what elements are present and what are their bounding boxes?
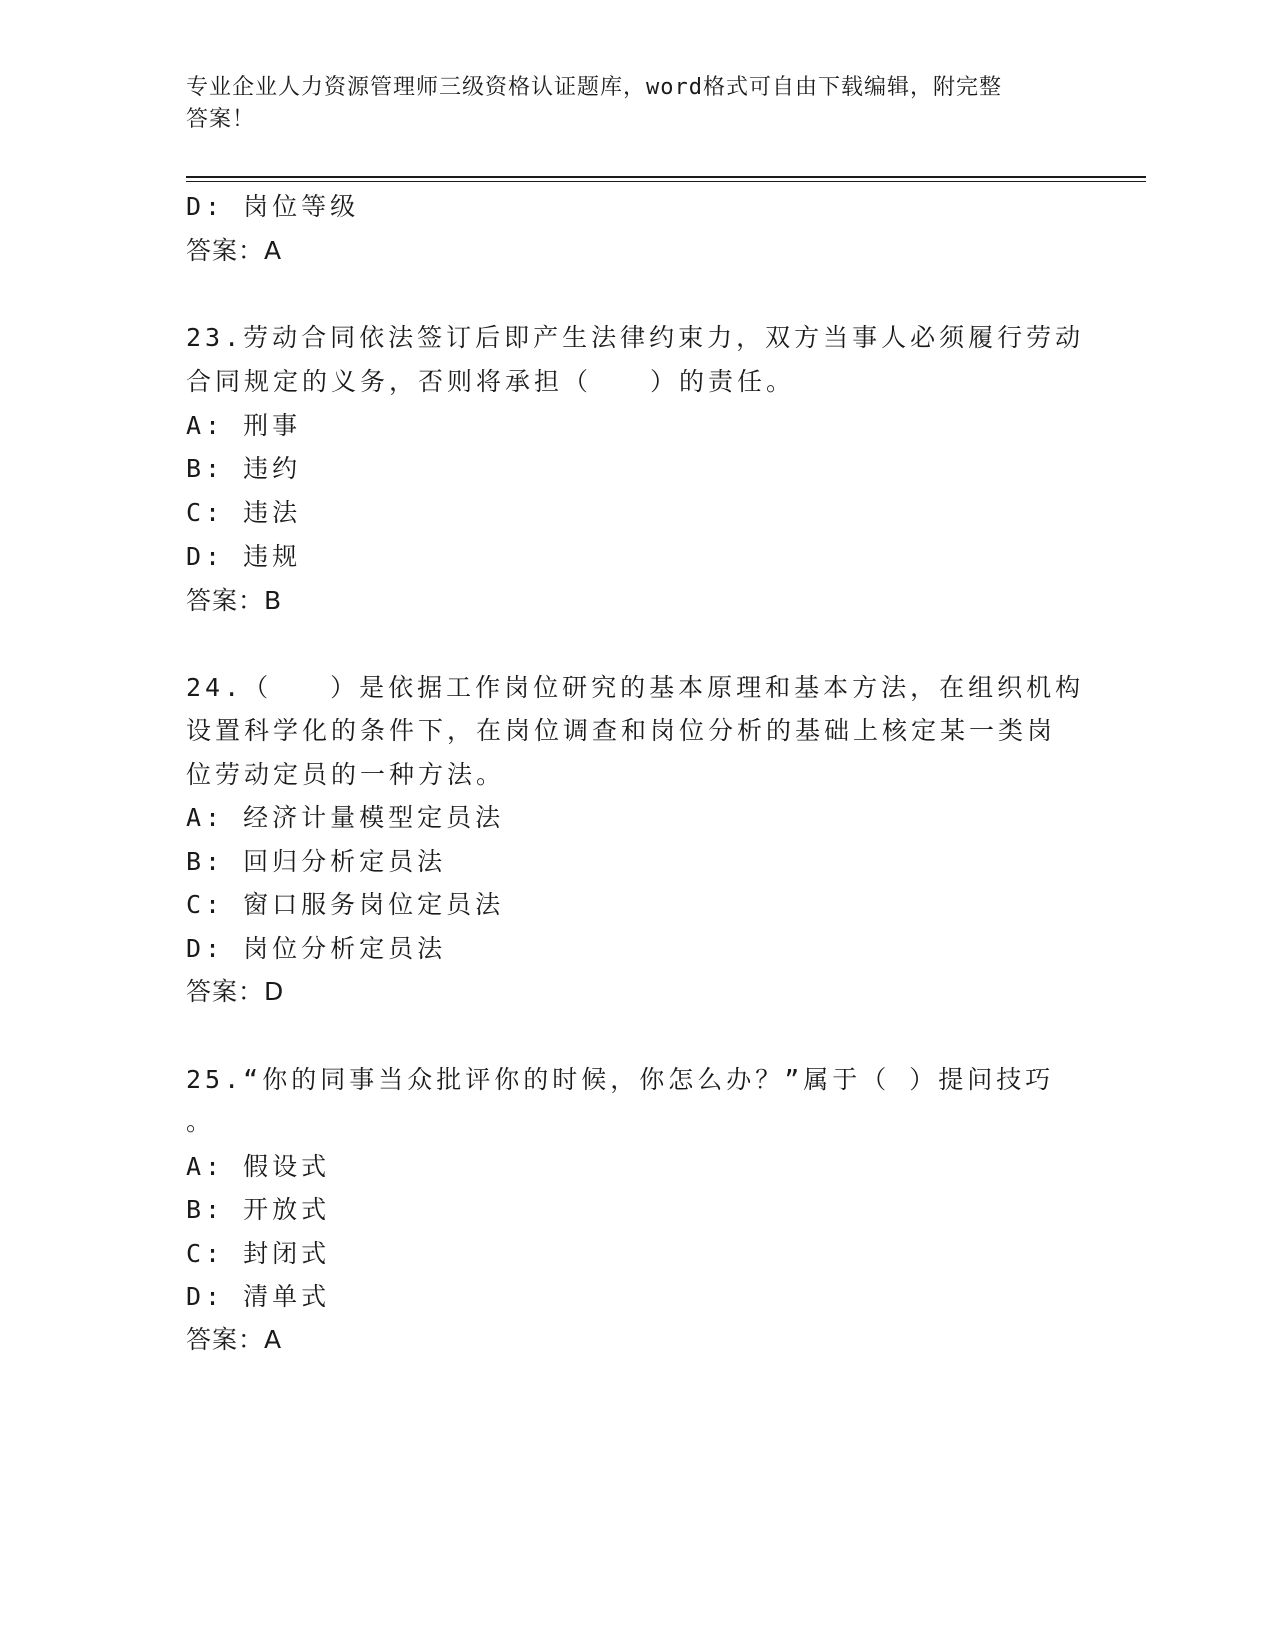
document-header bbox=[186, 72, 1066, 136]
q25-answer: 答案：A bbox=[186, 1325, 283, 1354]
q24-option-a: A: 经济计量模型定员法 bbox=[186, 803, 505, 832]
header-rule-thick bbox=[186, 176, 1146, 178]
q24-text-line-3: 位劳动定员的一种方法。 bbox=[186, 760, 506, 789]
q25-option-c: C: 封闭式 bbox=[186, 1239, 331, 1268]
q23-option-d: D: 违规 bbox=[186, 542, 302, 571]
header-rule-thin bbox=[186, 181, 1146, 182]
q24-option-c: C: 窗口服务岗位定员法 bbox=[186, 890, 505, 919]
prev-option-d: D: 岗位等级 bbox=[186, 192, 360, 221]
header-line-1: 专业企业人力资源管理师三级资格认证题库，word格式可自由下载编辑，附完整 bbox=[186, 75, 1002, 100]
header-line-2: 答案！ bbox=[186, 107, 256, 132]
q25-option-a: A: 假设式 bbox=[186, 1152, 331, 1181]
q23-answer: 答案：B bbox=[186, 586, 283, 615]
q24-text-line-2: 设置科学化的条件下，在岗位调查和岗位分析的基础上核定某一类岗 bbox=[186, 716, 1057, 745]
q23-option-c: C: 违法 bbox=[186, 498, 302, 527]
q25-text-line-2: 。 bbox=[186, 1107, 216, 1136]
q24-text-line-1: 24.（ ）是依据工作岗位研究的基本原理和基本方法，在组织机构 bbox=[186, 673, 1085, 702]
q23-option-b: B: 违约 bbox=[186, 454, 302, 483]
q24-answer: 答案：D bbox=[186, 977, 285, 1006]
q24-option-d: D: 岗位分析定员法 bbox=[186, 934, 447, 963]
q25-option-b: B: 开放式 bbox=[186, 1195, 331, 1224]
q23-option-a: A: 刑事 bbox=[186, 411, 302, 440]
q25-option-d: D: 清单式 bbox=[186, 1282, 331, 1311]
q23-text-line-1: 23.劳动合同依法签订后即产生法律约束力，双方当事人必须履行劳动 bbox=[186, 323, 1085, 352]
q24-option-b: B: 回归分析定员法 bbox=[186, 847, 447, 876]
prev-answer: 答案：A bbox=[186, 236, 283, 265]
q25-text-line-1: 25.“你的同事当众批评你的时候，你怎么办？”属于（ ）提问技巧 bbox=[186, 1065, 1055, 1094]
q23-text-line-2: 合同规定的义务，否则将承担（ ）的责任。 bbox=[186, 367, 796, 396]
